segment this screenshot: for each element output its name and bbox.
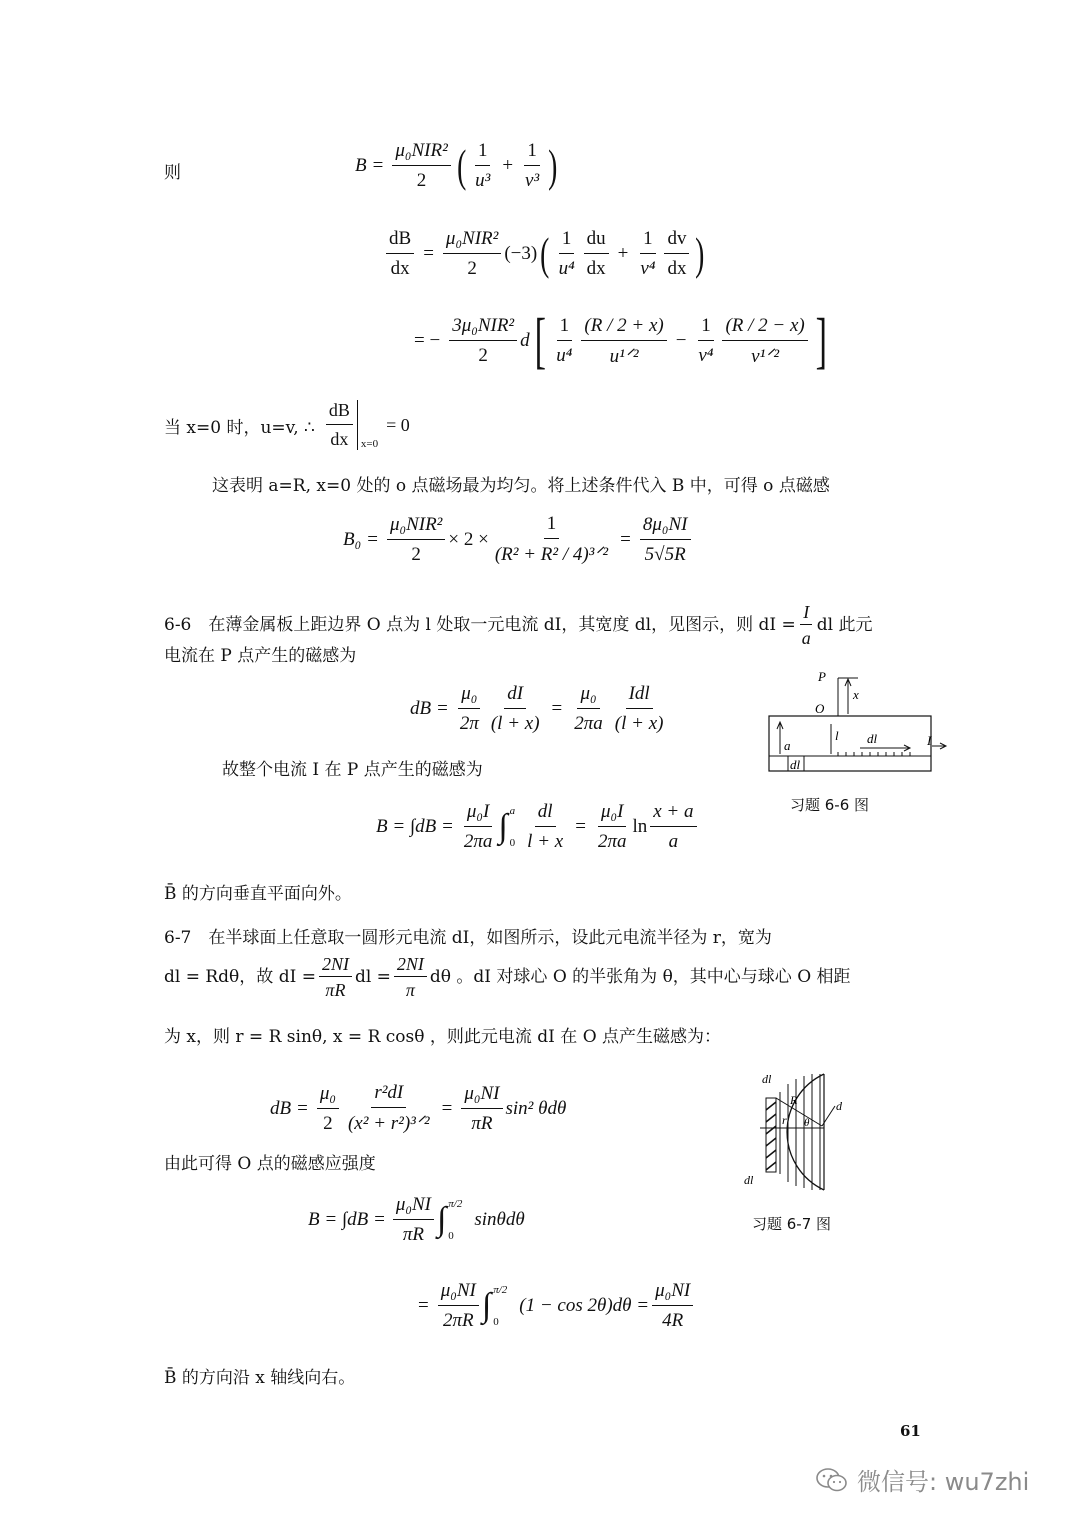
page-number: 61 <box>900 1422 921 1440</box>
equation-dBdx-expanded: = − $\frac{\text{3μ₀NIR²}}{2}$ d [ $\frac{1}{\text{u⁴}}$ $\frac{(R / 2 + x)}{\text{u¹ᐟ²}}$ − $\frac{1}{\text{v⁴}}$ $\frac{(R / 2 - x)}{\text{v¹ᐟ²}}$ ] <box>414 307 827 375</box>
fig67-label-theta: θ <box>804 1117 810 1129</box>
equation-6-6a: dB = $\frac{\text{μ₀}}{2\pi}$ $\frac{dI}{(l + x)}$ = $\frac{\text{μ₀}}{2\pi a}$ $\frac{\text{Idl}}{(l + x)}$ <box>410 683 664 734</box>
problem-6-7-line2: dl = Rdθ，故 dI = $\frac{2NI}{\pi R}$ dl = $\frac{2NI}{\pi}$ dθ 。dI 对球心 O 的半张角为 θ，其中心与球心 O 相距 <box>164 954 851 1000</box>
fig67-label-d: d <box>836 1099 842 1113</box>
fig67-label-dl-bottom: dl <box>744 1173 754 1187</box>
equation-6-6b: B = ∫dB = $\frac{\text{μ₀I}}{2\pi a}$ ∫ a 0 $\frac{dl}{l + x}$ = $\frac{\text{μ₀I}}{2\pi a}$ ln $\frac{x + a}{a}$ <box>376 801 700 853</box>
condition-line: 当 x=0 时，u=v, ∴ $\frac{dB}{dx}$ $_{x=0}$ = 0 <box>164 400 410 450</box>
equation-6-7c: = $\frac{\text{μ₀NI}}{2\pi R}$ ∫ π/2 0 (1 − cos 2θ)dθ = $\frac{\text{μ₀NI}}{4R}$ <box>412 1280 696 1332</box>
wechat-icon <box>815 1467 849 1493</box>
problem-6-6-direction: B̄ 的方向垂直平面向外。 <box>164 884 352 904</box>
equation-6-7a: dB = $\frac{\text{μ₀}}{2}$ $\frac{\text{r²dI}}{\text{(x² + r²)³ᐟ²}}$ = $\frac{\text{μ₀NI}}{\pi R}$ sin² θdθ <box>270 1082 567 1134</box>
problem-6-6-line2: 电流在 P 点产生的磁感为 <box>164 646 357 666</box>
fig67-label-dl-top: dl <box>762 1072 772 1086</box>
problem-6-7-line3: 为 x，则 r = R sinθ, x = R cosθ ，则此元电流 dI 在 O 点产生磁感为： <box>164 1027 722 1047</box>
figure-6-7-caption: 习题 6-7 图 <box>752 1215 832 1233</box>
figure-6-7 <box>736 1068 860 1200</box>
fig66-label-x: x <box>853 687 859 702</box>
problem-6-7-direction: B̄ 的方向沿 x 轴线向右。 <box>164 1368 356 1388</box>
equation-dBdx: $\frac{dB}{dx}$ = $\frac{\text{μ₀NIR²}}{2}$ (−3) ( $\frac{1}{\text{u⁴}}$ $\frac{du}{dx}$ + $\frac{1}{\text{v⁴}}$ $\frac{dv}{dx}$ ) <box>383 228 708 280</box>
fig66-label-l: l <box>835 728 839 743</box>
figure-6-6 <box>760 668 950 780</box>
watermark <box>815 1462 1029 1497</box>
equation-6-7b: B = ∫dB = $\frac{\text{μ₀NI}}{\pi R}$ ∫ π/2 0 sinθdθ <box>308 1194 525 1245</box>
fig66-label-a: a <box>784 738 791 753</box>
fig66-label-dl-top: dl <box>867 731 878 746</box>
problem-6-7-line1: 6-7 在半球面上任意取一圆形元电流 dI，如图所示，设此元电流半径为 r，宽为 <box>164 928 772 948</box>
fig67-label-r: r <box>782 1113 787 1127</box>
fig67-label-R: R <box>790 1093 798 1107</box>
equation-B0: B₀ = $\frac{\text{μ₀NIR²}}{2}$ × 2 × $\frac{1}{\text{(R² + R² / 4)³ᐟ²}}$ = $\frac{\text{8μ₀NI}}{5√5R}$ <box>343 513 694 566</box>
fig66-label-O: O <box>815 701 825 716</box>
text-uniform: 这表明 a=R, x=0 处的 o 点磁场最为均匀。将上述条件代入 B 中，可得 o 点磁感 <box>212 476 830 496</box>
fig66-label-P: P <box>818 669 826 684</box>
equation-B: B = $\frac{\text{μ₀NIR²}}{2}$ ( $\frac{1}{\text{u³}}$ + $\frac{1}{\text{v³}}$ ) <box>355 140 558 191</box>
problem-6-6-line3: 故整个电流 I 在 P 点产生的磁感为 <box>222 760 483 780</box>
fig66-label-dl-bottom: dl <box>790 757 801 772</box>
problem-6-7-line4: 由此可得 O 点的磁感应强度 <box>164 1154 376 1174</box>
fig66-label-I: I <box>927 733 932 748</box>
lead-ze: 则 <box>164 163 181 183</box>
figure-6-6-caption: 习题 6-6 图 <box>790 796 870 814</box>
watermark-text: 微信号: wu7zhi <box>857 1468 1030 1496</box>
problem-6-6-line1: 6-6 在薄金属板上距边界 O 点为 l 处取一元电流 dI，其宽度 dl，见图示，则 dI = $\frac{I}{a}$ dl 此元 <box>164 602 873 648</box>
